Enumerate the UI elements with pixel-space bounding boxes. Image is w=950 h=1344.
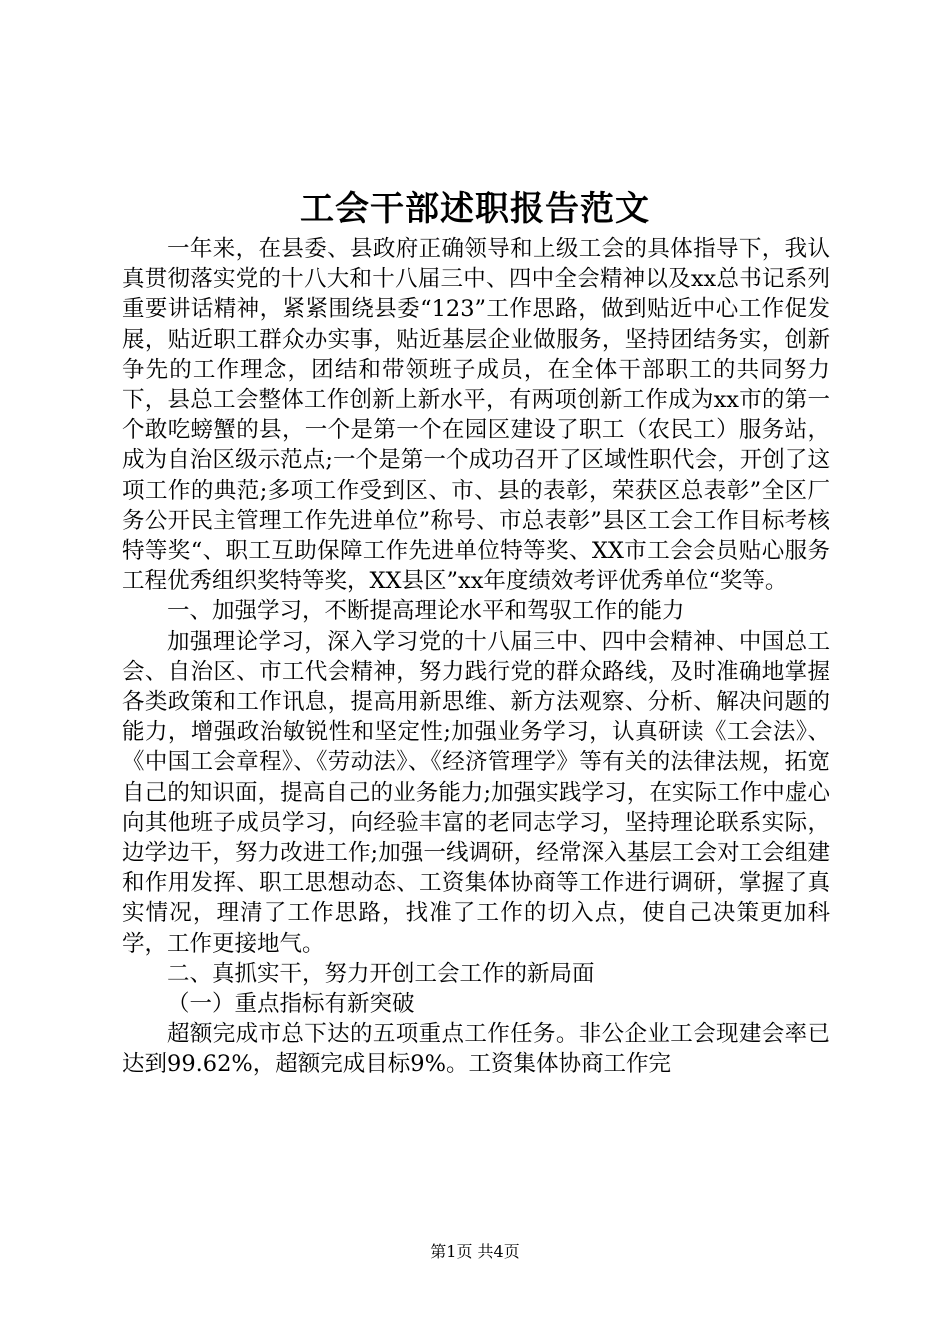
paragraph-section-1: 加强理论学习，深入学习党的十八届三中、四中会精神、中国总工会、自治区、市工代会精神，努力践行党的群众路线，及时准确地掌握各类政策和工作讯息，提高用新思维、新方法观察、分析、解决问题的能力，增强政治敏锐性和坚定性;加强业务学习，认真研读《工会法》、《中国工会章程》、《劳动法》、《经济管理学》等有关的法律法规，拓宽自己的知识面，提高自己的业务能力;加强实践学习，在实际工作中虚心向其他班子成员学习，向经验丰富的老同志学习，坚持理论联系实际，边学边干，努力改进工作;加强一线调研，经常深入基层工会对工会组建和作用发挥、职工思想动态、工资集体协商等工作进行调研，掌握了真实情况，理清了工作思路，找准了工作的切入点，使自己决策更加科学，工作更接地气。 [122,628,830,957]
page-footer: 第1页 共4页 [430,1242,520,1261]
heading-subsection-1: （一）重点指标有新突破 [167,991,415,1018]
paragraph-subsection-1: 超额完成市总下达的五项重点工作任务。非公企业工会现建会率已达到99.62%，超额完成目标9%。工资集体协商工作完 [122,1021,830,1078]
heading-section-2: 二、真抓实干，努力开创工会工作的新局面 [167,960,595,987]
heading-section-1: 一、加强学习，不断提高理论水平和驾驭工作的能力 [167,598,685,625]
document-title: 工会干部述职报告范文 [300,189,650,229]
document-body [122,234,830,1080]
paragraph-intro: 一年来，在县委、县政府正确领导和上级工会的具体指导下，我认真贯彻落实党的十八大和十八届三中、四中全会精神以及xx总书记系列重要讲话精神，紧紧围绕县委“123”工作思路，做到贴近中心工作促发展，贴近职工群众办实事，贴近基层企业做服务，坚持团结务实，创新争先的工作理念，团结和带领班子成员，在全体干部职工的共同努力下，县总工会整体工作创新上新水平，有两项创新工作成为xx市的第一个敢吃螃蟹的县，一个是第一个在园区建设了职工（农民工）服务站，成为自治区级示范点;一个是第一个成功召开了区域性职代会，开创了这项工作的典范;多项工作受到区、市、县的表彰，荣获区总表彰”全区厂务公开民主管理工作先进单位”称号、市总表彰”县区工会工作目标考核特等奖“、职工互助保障工作先进单位特等奖、XX市工会会员贴心服务工程优秀组织奖特等奖，XX县区”xx年度绩效考评优秀单位“奖等。 [122,236,830,595]
